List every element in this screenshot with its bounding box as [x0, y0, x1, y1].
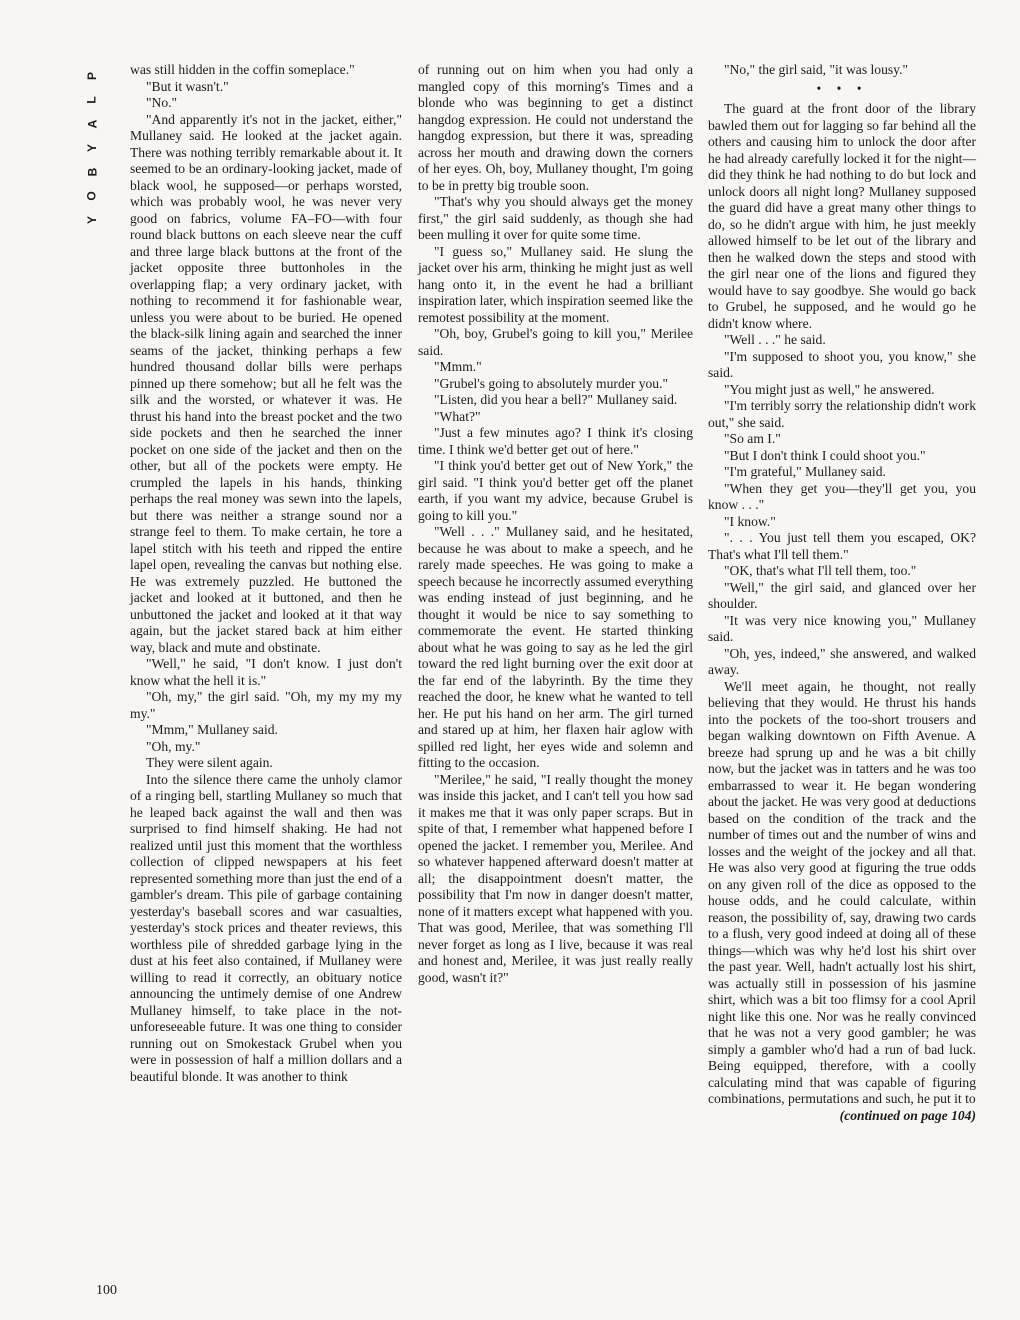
paragraph: Into the silence there came the unholy clamor of a ringing bell, startling Mullaney so much that he leaped back against the wall and then was surprised to find himself shaking. He had not realized until just this moment that the worthless collection of clipped newspapers at his feet represented something more than just the end of a gambler's dream. This pile of garbage containing yesterday's baseball scores and war casualties, yesterday's stock prices and theater reviews, this worthless pile of shredded garbage lying in the dust at his feet also contained, if Mullaney were willing to read it correctly, an obituary notice announcing the untimely demise of one Andrew Mullaney himself, to take place in the not-unforeseeable future. It was one thing to consider running out on Smokestack Grubel when you were in possession of half a million dollars and a beautiful blonde. It was another to think — [130, 771, 402, 1084]
magazine-masthead-vertical — [82, 64, 102, 232]
paragraph: "No." — [146, 95, 178, 110]
paragraph: "I'm grateful," Mullaney said. — [724, 464, 886, 479]
paragraph: "Well . . ." Mullaney said, and he hesitated, because he was about to make a speech, and he rarely made speeches. He was going to make a speech because he incorrectly assumed everything was ending instead of just beginning, and he thought it would be nice to say something to commemorate the event. He started thinking about what he was going to say as he led the girl toward the red light burning over the exit door at the far end of the labyrinth. By the time they reached the door, he knew what he wanted to tell her. He put his hand on her arm. The girl turned and stared up at him, her flaxen hair aglow with spilled red light, her eyes wide and solemn and fitting to the occasion. — [418, 524, 693, 770]
paragraph: "Well . . ." he said. — [724, 332, 826, 347]
paragraph: of running out on him when you had only a mangled copy of this morning's Times and a blonde who was beginning to get a distinct hangdog expression. He could not understand the hangdog expression, but there it was, spreading across her mouth and drawing down the corners of her eyes. Oh, boy, Mullaney thought, I'm going to be in pretty big trouble soon. — [418, 62, 693, 193]
text-column-3 — [708, 62, 976, 1124]
paragraph: "OK, that's what I'll tell them, too." — [724, 563, 917, 578]
paragraph: "Oh, boy, Grubel's going to kill you," Merilee said. — [418, 326, 693, 358]
paragraph: "I know." — [724, 513, 776, 529]
paragraph: "Listen, did you hear a bell?" Mullaney said. — [434, 392, 678, 407]
masthead-letter: A — [84, 119, 99, 129]
paragraph: was still hidden in the coffin someplace." — [130, 62, 355, 77]
paragraph: "Well," the girl said, and glanced over her shoulder. — [708, 579, 976, 611]
masthead-letter: L — [85, 96, 99, 104]
masthead-letter: B — [84, 167, 99, 177]
text-column-1 — [130, 62, 402, 1085]
paragraph: "But it wasn't." — [146, 78, 229, 94]
paragraph: "Oh, my," the girl said. "Oh, my my my my my." — [130, 689, 402, 721]
paragraph: They were silent again. — [146, 755, 273, 770]
paragraph: "Oh, my." — [146, 738, 201, 754]
paragraph: We'll meet again, he thought, not really believing that they would. He thrust his hands into the pockets of the too-short trousers and began walking downtown on Fifth Avenue. A breeze had sprung up and he was a bit chilly now, but the jacket was in tatters and he was too embarrassed to wear it. He began wondering about the jacket. He was very good at deductions based on the condition of the track and the number of times out and the number of wins and losses and the weight of the jockey and all that. He was also very good at figuring the true odds on any given roll of the dice as opposed to the house odds, and he could calculate, within reason, the possibility of, say, drawing two cards to a flush, very good indeed at doing all of these things—which was why he'd lost his shirt over the past year. Well, hadn't actually lost his shirt, was actually still in possession of his jasmine shirt, which was a bit too flimsy for a cool April night like this one. Nor was he really convinced that he was not a very good gambler; he was simply a gambler who'd had a run of bad luck. Being equipped, therefore, with a coolly calculating mind that was capable of figuring combinations, permutations and such, he put it to — [708, 678, 976, 1106]
paragraph: "So am I." — [724, 431, 781, 446]
paragraph: "Just a few minutes ago? I think it's closing time. I think we'd better get out of here." — [418, 425, 693, 457]
paragraph: "That's why you should always get the money first," the girl said suddenly, as though she had been mulling it over for quite some time. — [418, 194, 693, 242]
text-column-2 — [418, 62, 693, 986]
paragraph: ". . . You just tell them you escaped, OK? That's what I'll tell them." — [708, 530, 976, 562]
masthead-letter: Y — [84, 143, 99, 153]
continued-note: (continued on page 104) — [839, 1107, 976, 1123]
paragraph: "And apparently it's not in the jacket, either," Mullaney said. He looked at the jacket again. There was nothing terribly remarkable about it. It seemed to be an ordinary-looking jacket, made of black wool, he supposed—or perhaps worsted, which was probably wool, he was never very good on fabrics, volume FA–FO—with four round black buttons on each sleeve near the cuff and three large black buttons at the front of the jacket opposite three buttonholes in the overlapping flap; a very ordinary jacket, with nothing to recommend it for fashionable wear, unless you were about to be buried. He opened the black-silk lining again and searched the inner seams of the jacket, thinking perhaps a few hundred thousand dollar bills were perhaps pinned up there somehow; but all he felt was the silk and the worsted, or whatever it was. He thrust his hand into the breast pocket and the two side pockets and then he searched the inner pocket on one side of the jacket and then on the other, but all of the pockets were empty. He crumpled the lapels in his hands, thinking perhaps the real money was sewn into the lapels, but there was neither a strange sound nor a strange feel to them. To make certain, he tore a lapel stitch with his teeth and ripped the entire lapel open, revealing the canvas but nothing else. He was extremely puzzled. He buttoned the jacket and looked at it buttoned, and then he unbuttoned the jacket and looked at it that way again, but the jacket stared back at him either way, black and mute and obstinate. — [130, 111, 402, 655]
paragraph: "When they get you—they'll get you, you know . . ." — [708, 480, 976, 512]
section-break: • • • — [816, 80, 868, 96]
masthead-letter: O — [85, 191, 99, 201]
paragraph: "You might just as well," he answered. — [724, 381, 935, 397]
masthead-letter: P — [84, 71, 99, 81]
paragraph: "What?" — [434, 408, 481, 424]
page-number: 100 — [96, 1283, 117, 1298]
paragraph: "Oh, yes, indeed," she answered, and walked away. — [708, 645, 976, 677]
paragraph: "No," the girl said, "it was lousy." — [724, 62, 909, 77]
paragraph: The guard at the front door of the library bawled them out for lagging so far behind all the others and causing him to unlock the door after he had already carefully locked it for the night—did they think he had nothing to do but lock and unlock doors all night long? Mullaney supposed the guard did have a great many other things to do, so he didn't argue with him, he just meekly allowed himself to be let out of the library and then he walked down the steps and stood with the girl near one of the lions and figured they would have to say goodbye. She would go back to Grubel, he supposed, and he would go he didn't know where. — [708, 101, 976, 331]
paragraph: "Well," he said, "I don't know. I just don't know what the hell it is." — [130, 656, 402, 688]
paragraph: "Mmm," Mullaney said. — [146, 722, 278, 737]
paragraph: "Grubel's going to absolutely murder you." — [434, 375, 669, 391]
paragraph: "Mmm." — [434, 359, 482, 374]
masthead-letter: Y — [84, 215, 99, 225]
paragraph: "But I don't think I could shoot you." — [724, 447, 926, 463]
paragraph: "I think you'd better get out of New York," the girl said. "I think you'd better get off the planet earth, if you want my advice, because Grubel is going to kill you." — [418, 458, 693, 523]
paragraph: "I'm supposed to shoot you, you know," she said. — [708, 348, 976, 380]
paragraph: "I'm terribly sorry the relationship didn't work out," she said. — [708, 398, 976, 430]
paragraph: "I guess so," Mullaney said. He slung the jacket over his arm, thinking he might just as well hang onto it, in the event he had a brilliant inspiration later, which inspiration seemed like the remotest possibility at the moment. — [418, 243, 693, 325]
paragraph: "Merilee," he said, "I really thought the money was inside this jacket, and I can't tell you how sad it makes me that it was only paper scraps. But in spite of that, I remember what happened before I opened the jacket. I remember you, Merilee. And so whatever happened afterward doesn't matter at all; the disappointment doesn't matter, the possibility that I'm now in danger doesn't matter, none of it matters except what happened with you. That was good, Merilee, that was something I'll never forget as long as I live, because it was real and honest and, Merilee, it was just really really good, wasn't it?" — [418, 771, 693, 985]
paragraph: "It was very nice knowing you," Mullaney said. — [708, 612, 976, 644]
